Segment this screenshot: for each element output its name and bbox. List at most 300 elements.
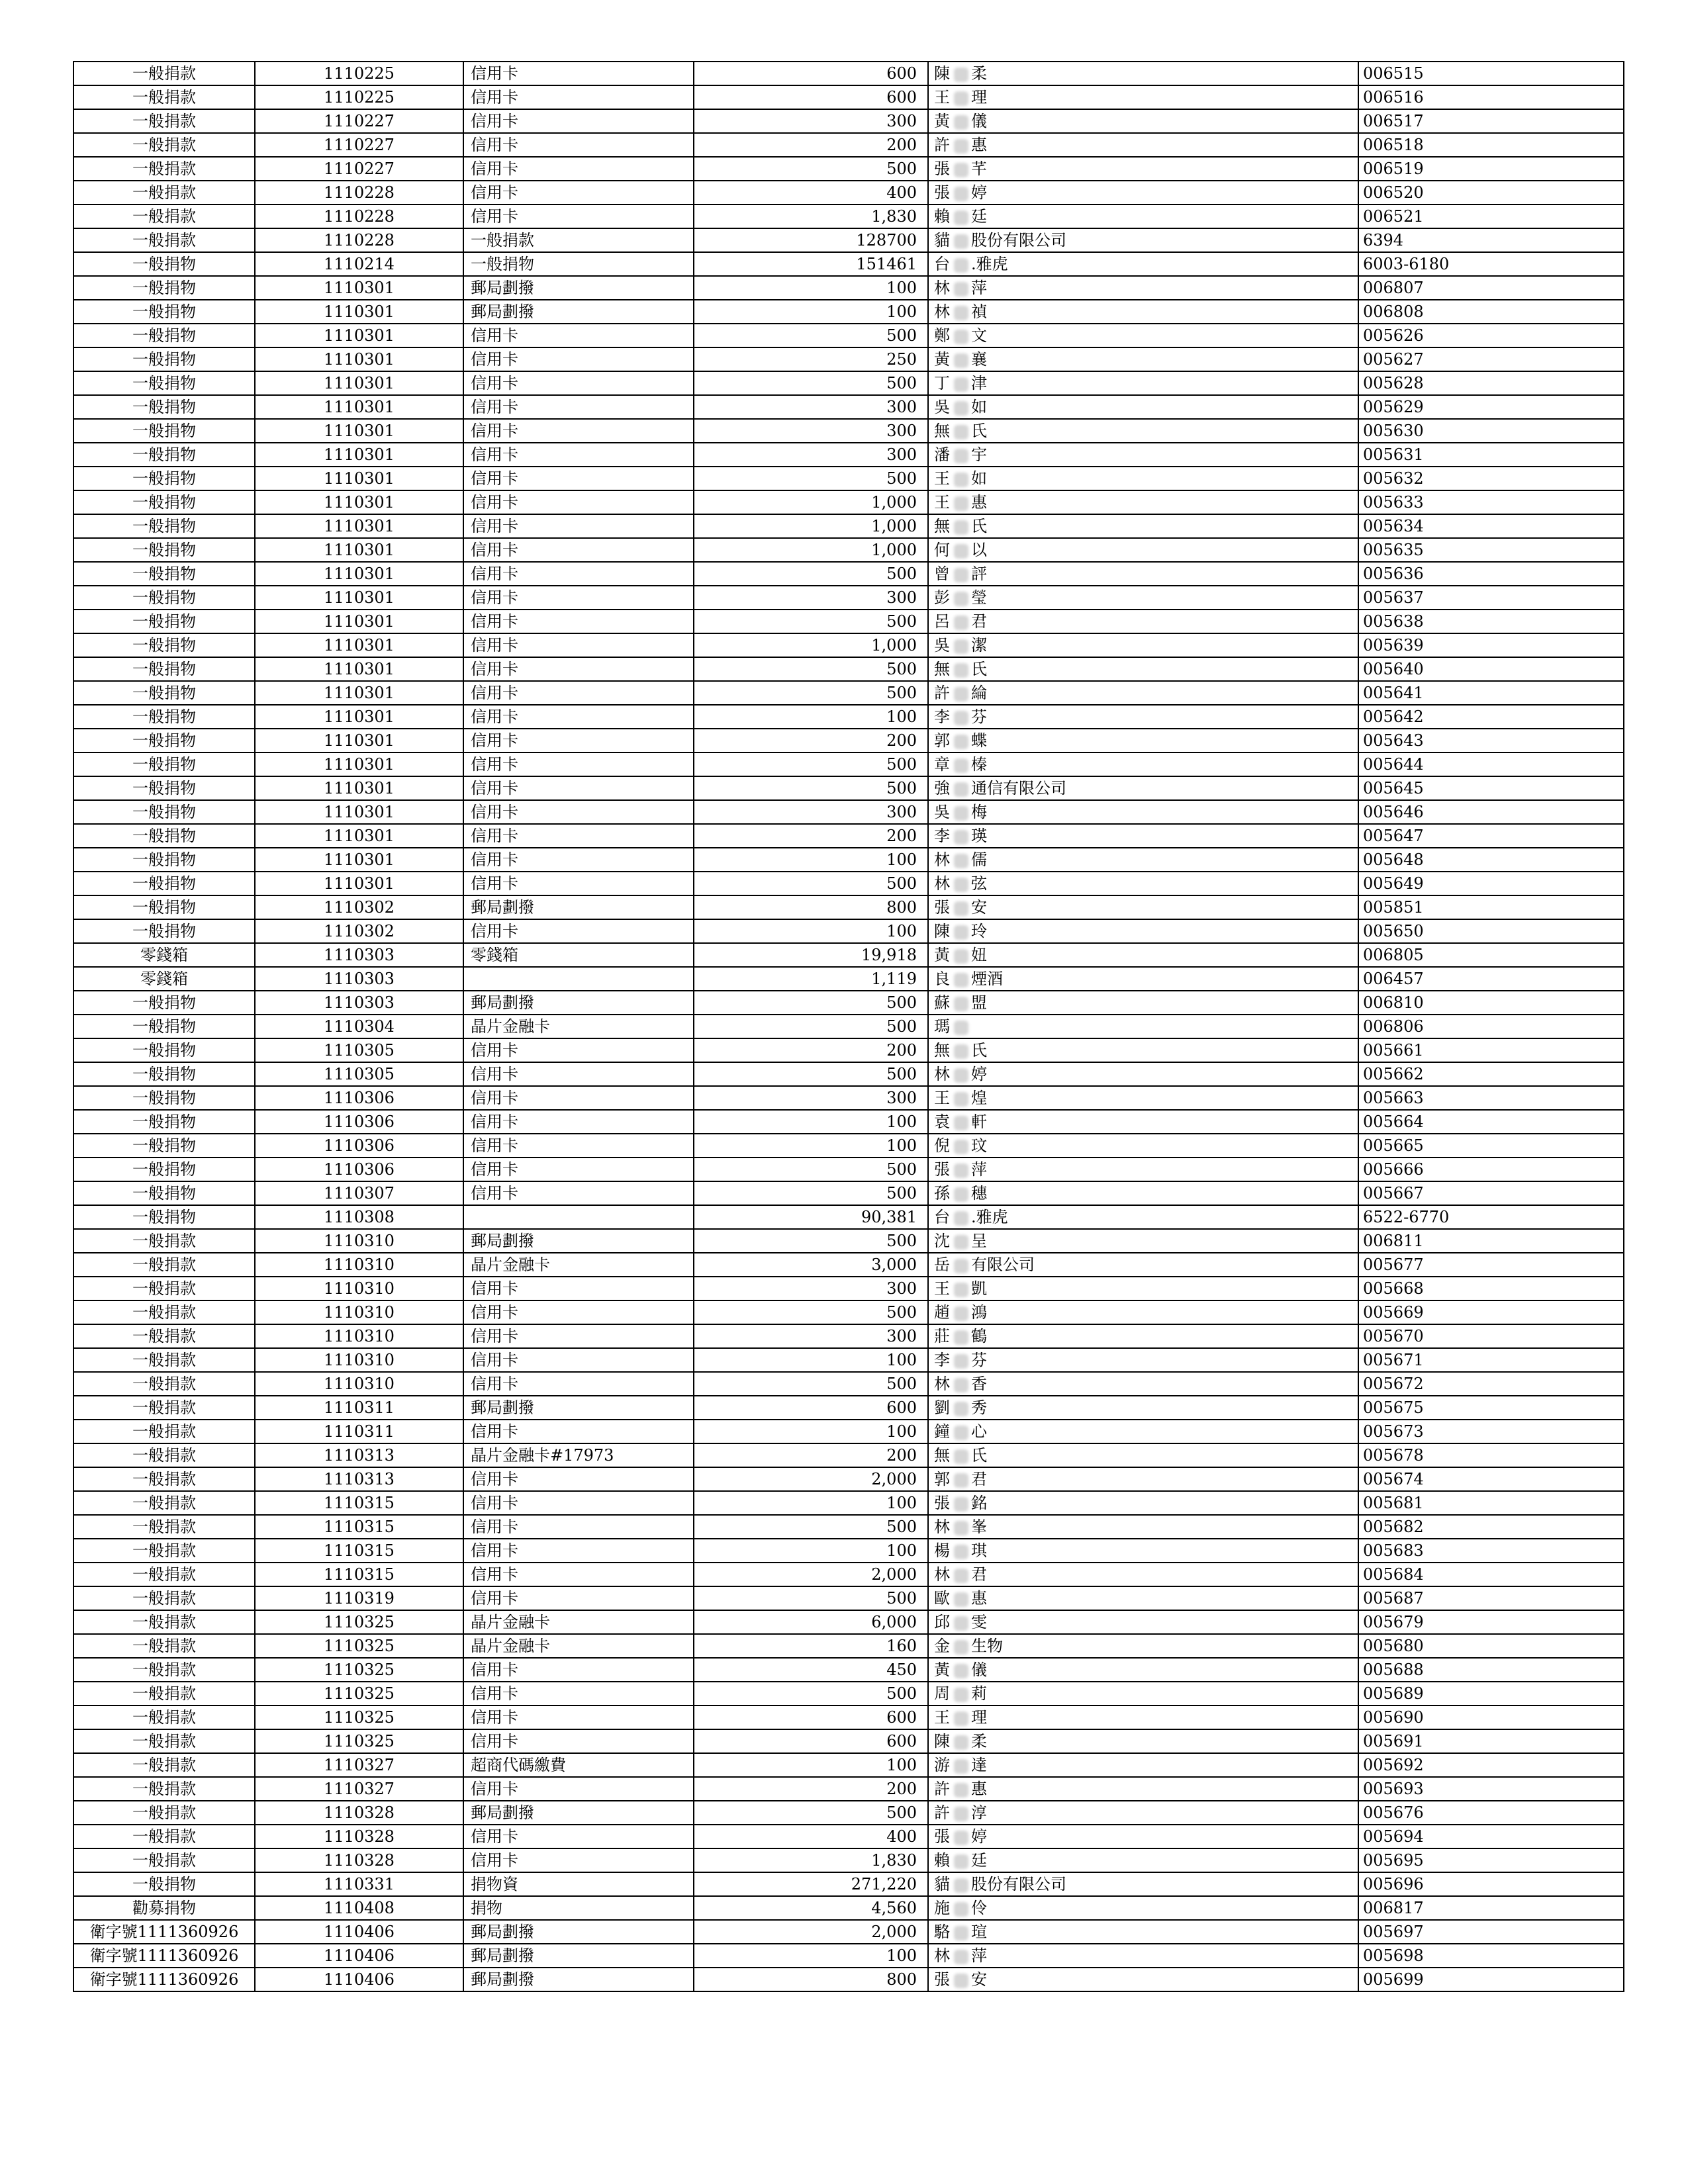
table-row bbox=[73, 1896, 1624, 1920]
receipt-number-cell: 005694 bbox=[1358, 1825, 1624, 1848]
table-row bbox=[73, 1229, 1624, 1253]
donor-name-cell bbox=[928, 895, 1358, 919]
date-cell: 1110301 bbox=[255, 538, 463, 562]
redaction-blur bbox=[954, 568, 968, 582]
redaction-blur bbox=[954, 711, 968, 725]
donor-name-rest: 穗 bbox=[971, 1184, 987, 1203]
redaction-blur bbox=[954, 1402, 968, 1416]
category-cell: 一般捐款 bbox=[73, 1253, 255, 1277]
donor-name-first: 吳 bbox=[934, 803, 950, 821]
category-cell: 一般捐物 bbox=[73, 276, 255, 300]
date-cell: 1110306 bbox=[255, 1158, 463, 1181]
table-row bbox=[73, 1324, 1624, 1348]
redaction-blur bbox=[954, 1688, 968, 1702]
amount-cell: 100 bbox=[694, 1491, 928, 1515]
receipt-number-cell: 005666 bbox=[1358, 1158, 1624, 1181]
receipt-number-cell: 005692 bbox=[1358, 1753, 1624, 1777]
donor-name-rest: 廷 bbox=[971, 207, 987, 226]
donor-name-first: 施 bbox=[934, 1899, 950, 1917]
date-cell: 1110313 bbox=[255, 1443, 463, 1467]
table-row bbox=[73, 1658, 1624, 1682]
donor-name-cell bbox=[928, 1801, 1358, 1825]
receipt-number-cell: 005672 bbox=[1358, 1372, 1624, 1396]
redaction-blur bbox=[954, 1974, 968, 1988]
table-row bbox=[73, 1443, 1624, 1467]
method-cell: 信用卡 bbox=[463, 848, 694, 872]
category-cell: 一般捐物 bbox=[73, 681, 255, 705]
receipt-number-cell: 005681 bbox=[1358, 1491, 1624, 1515]
table-row bbox=[73, 1110, 1624, 1134]
donor-name-first: 趙 bbox=[934, 1303, 950, 1322]
method-cell: 信用卡 bbox=[463, 1134, 694, 1158]
amount-cell: 1,000 bbox=[694, 538, 928, 562]
date-cell: 1110306 bbox=[255, 1134, 463, 1158]
table-row bbox=[73, 729, 1624, 752]
donor-name-first: 良 bbox=[934, 970, 950, 988]
donor-name-rest: 君 bbox=[971, 1565, 987, 1584]
receipt-number-cell: 005643 bbox=[1358, 729, 1624, 752]
amount-cell: 500 bbox=[694, 1682, 928, 1706]
table-row bbox=[73, 347, 1624, 371]
category-cell: 一般捐物 bbox=[73, 419, 255, 443]
amount-cell: 500 bbox=[694, 371, 928, 395]
category-cell: 一般捐物 bbox=[73, 919, 255, 943]
category-cell: 一般捐款 bbox=[73, 62, 255, 85]
method-cell: 信用卡 bbox=[463, 919, 694, 943]
donor-name-rest: 萍 bbox=[971, 279, 987, 297]
receipt-number-cell: 6522-6770 bbox=[1358, 1205, 1624, 1229]
table-row bbox=[73, 228, 1624, 252]
donor-name-cell bbox=[928, 1086, 1358, 1110]
donor-name-cell bbox=[928, 848, 1358, 872]
method-cell: 信用卡 bbox=[463, 1515, 694, 1539]
donor-name-cell bbox=[928, 1158, 1358, 1181]
donor-name-rest: 瑛 bbox=[971, 827, 987, 845]
receipt-number-cell: 006808 bbox=[1358, 300, 1624, 324]
table-row bbox=[73, 633, 1624, 657]
method-cell: 郵局劃撥 bbox=[463, 300, 694, 324]
redaction-blur bbox=[954, 1640, 968, 1655]
donor-name-cell bbox=[928, 1062, 1358, 1086]
redaction-blur bbox=[954, 878, 968, 892]
amount-cell: 300 bbox=[694, 586, 928, 610]
method-cell: 晶片金融卡 bbox=[463, 1253, 694, 1277]
donor-name-cell bbox=[928, 1610, 1358, 1634]
table-row bbox=[73, 1300, 1624, 1324]
redaction-blur bbox=[954, 949, 968, 964]
redaction-blur bbox=[954, 782, 968, 797]
amount-cell: 600 bbox=[694, 62, 928, 85]
donor-name-rest: 惠 bbox=[971, 136, 987, 154]
method-cell: 信用卡 bbox=[463, 1729, 694, 1753]
donor-name-cell bbox=[928, 62, 1358, 85]
donor-name-rest: 蝶 bbox=[971, 731, 987, 750]
date-cell: 1110306 bbox=[255, 1110, 463, 1134]
table-row bbox=[73, 419, 1624, 443]
amount-cell: 4,560 bbox=[694, 1896, 928, 1920]
date-cell: 1110310 bbox=[255, 1348, 463, 1372]
date-cell: 1110306 bbox=[255, 1086, 463, 1110]
table-row bbox=[73, 872, 1624, 895]
donor-name-cell bbox=[928, 228, 1358, 252]
table-row bbox=[73, 657, 1624, 681]
method-cell: 信用卡 bbox=[463, 729, 694, 752]
category-cell: 一般捐款 bbox=[73, 1634, 255, 1658]
method-cell: 郵局劃撥 bbox=[463, 991, 694, 1015]
category-cell: 一般捐款 bbox=[73, 1300, 255, 1324]
donor-name-cell bbox=[928, 1706, 1358, 1729]
donor-name-rest: 莉 bbox=[971, 1684, 987, 1703]
donor-name-cell bbox=[928, 1753, 1358, 1777]
method-cell: 信用卡 bbox=[463, 681, 694, 705]
redaction-blur bbox=[954, 1783, 968, 1797]
donor-name-cell bbox=[928, 1396, 1358, 1420]
redaction-blur bbox=[954, 1569, 968, 1583]
date-cell: 1110301 bbox=[255, 371, 463, 395]
date-cell: 1110325 bbox=[255, 1729, 463, 1753]
table-row bbox=[73, 85, 1624, 109]
table-row bbox=[73, 1825, 1624, 1848]
donor-name-cell bbox=[928, 1563, 1358, 1586]
donor-name-rest: 琪 bbox=[971, 1541, 987, 1560]
donor-name-cell bbox=[928, 538, 1358, 562]
receipt-number-cell: 005690 bbox=[1358, 1706, 1624, 1729]
category-cell: 一般捐款 bbox=[73, 1753, 255, 1777]
category-cell: 一般捐物 bbox=[73, 300, 255, 324]
date-cell: 1110305 bbox=[255, 1062, 463, 1086]
amount-cell: 1,830 bbox=[694, 205, 928, 228]
donor-name-rest: 煙酒 bbox=[971, 970, 1003, 988]
donor-name-first: 曾 bbox=[934, 565, 950, 583]
redaction-blur bbox=[954, 1021, 968, 1035]
donor-name-first: 鐘 bbox=[934, 1422, 950, 1441]
method-cell: 信用卡 bbox=[463, 395, 694, 419]
donor-name-first: 林 bbox=[934, 874, 950, 893]
donor-name-rest: 婷 bbox=[971, 1065, 987, 1083]
receipt-number-cell: 005629 bbox=[1358, 395, 1624, 419]
amount-cell: 200 bbox=[694, 133, 928, 157]
redaction-blur bbox=[954, 1163, 968, 1178]
donor-name-rest: 通信有限公司 bbox=[971, 779, 1066, 797]
donor-name-rest: 瑩 bbox=[971, 588, 987, 607]
donor-name-cell bbox=[928, 991, 1358, 1015]
donor-name-rest: 銘 bbox=[971, 1494, 987, 1512]
date-cell: 1110331 bbox=[255, 1872, 463, 1896]
category-cell: 一般捐物 bbox=[73, 586, 255, 610]
table-row bbox=[73, 1134, 1624, 1158]
amount-cell: 100 bbox=[694, 1420, 928, 1443]
amount-cell: 160 bbox=[694, 1634, 928, 1658]
date-cell: 1110406 bbox=[255, 1968, 463, 1991]
amount-cell: 300 bbox=[694, 109, 928, 133]
redaction-blur bbox=[954, 377, 968, 392]
donor-name-cell bbox=[928, 1015, 1358, 1038]
donor-name-first: 貓 bbox=[934, 231, 950, 250]
method-cell: 信用卡 bbox=[463, 324, 694, 347]
receipt-number-cell: 005631 bbox=[1358, 443, 1624, 467]
donor-name-first: 潘 bbox=[934, 445, 950, 464]
amount-cell: 300 bbox=[694, 1277, 928, 1300]
donor-name-rest: 氏 bbox=[971, 422, 987, 440]
category-cell: 零錢箱 bbox=[73, 943, 255, 967]
date-cell: 1110315 bbox=[255, 1563, 463, 1586]
category-cell: 一般捐物 bbox=[73, 490, 255, 514]
method-cell: 信用卡 bbox=[463, 1181, 694, 1205]
donor-name-first: 王 bbox=[934, 469, 950, 488]
redaction-blur bbox=[954, 973, 968, 987]
category-cell: 一般捐款 bbox=[73, 1777, 255, 1801]
date-cell: 1110315 bbox=[255, 1515, 463, 1539]
amount-cell: 300 bbox=[694, 1086, 928, 1110]
category-cell: 一般捐款 bbox=[73, 85, 255, 109]
table-row bbox=[73, 1515, 1624, 1539]
category-cell: 一般捐款 bbox=[73, 1491, 255, 1515]
category-cell: 一般捐物 bbox=[73, 872, 255, 895]
redaction-blur bbox=[954, 1259, 968, 1273]
table-row bbox=[73, 1610, 1624, 1634]
method-cell: 信用卡 bbox=[463, 1706, 694, 1729]
redaction-blur bbox=[954, 1044, 968, 1059]
table-row bbox=[73, 133, 1624, 157]
receipt-number-cell: 005687 bbox=[1358, 1586, 1624, 1610]
donor-name-rest: 氏 bbox=[971, 1446, 987, 1465]
amount-cell: 500 bbox=[694, 610, 928, 633]
method-cell: 信用卡 bbox=[463, 872, 694, 895]
donor-name-first: 林 bbox=[934, 1946, 950, 1965]
amount-cell: 800 bbox=[694, 1968, 928, 1991]
donor-name-first: 黃 bbox=[934, 946, 950, 964]
amount-cell: 500 bbox=[694, 1801, 928, 1825]
donor-name-first: 強 bbox=[934, 779, 950, 797]
donor-name-first: 貓 bbox=[934, 1875, 950, 1893]
donor-name-cell bbox=[928, 157, 1358, 181]
redaction-blur bbox=[954, 1235, 968, 1250]
category-cell: 一般捐款 bbox=[73, 157, 255, 181]
donor-name-first: 黃 bbox=[934, 1661, 950, 1679]
donor-name-first: 張 bbox=[934, 1160, 950, 1179]
donor-name-rest: 宇 bbox=[971, 445, 987, 464]
redaction-blur bbox=[954, 663, 968, 678]
donor-name-rest: 盟 bbox=[971, 993, 987, 1012]
category-cell: 一般捐款 bbox=[73, 1848, 255, 1872]
donor-name-rest: 香 bbox=[971, 1375, 987, 1393]
date-cell: 1110325 bbox=[255, 1682, 463, 1706]
amount-cell: 100 bbox=[694, 1753, 928, 1777]
method-cell: 信用卡 bbox=[463, 1348, 694, 1372]
donor-name-rest: 軒 bbox=[971, 1113, 987, 1131]
category-cell: 一般捐物 bbox=[73, 1062, 255, 1086]
date-cell: 1110311 bbox=[255, 1420, 463, 1443]
donor-name-cell bbox=[928, 872, 1358, 895]
donor-name-cell bbox=[928, 443, 1358, 467]
date-cell: 1110303 bbox=[255, 943, 463, 967]
donor-name-rest: 凱 bbox=[971, 1279, 987, 1298]
donor-name-rest: 呈 bbox=[971, 1232, 987, 1250]
redaction-blur bbox=[954, 830, 968, 844]
donor-name-first: 台 bbox=[934, 1208, 950, 1226]
redaction-blur bbox=[954, 520, 968, 535]
method-cell: 信用卡 bbox=[463, 371, 694, 395]
method-cell: 一般捐物 bbox=[463, 252, 694, 276]
amount-cell: 100 bbox=[694, 276, 928, 300]
receipt-number-cell: 005680 bbox=[1358, 1634, 1624, 1658]
amount-cell: 100 bbox=[694, 705, 928, 729]
method-cell: 信用卡 bbox=[463, 1038, 694, 1062]
donor-name-cell bbox=[928, 1205, 1358, 1229]
donor-name-first: 張 bbox=[934, 898, 950, 917]
donor-name-first: 蘇 bbox=[934, 993, 950, 1012]
date-cell: 1110408 bbox=[255, 1896, 463, 1920]
redaction-blur bbox=[954, 496, 968, 511]
donor-name-first: 許 bbox=[934, 1803, 950, 1822]
category-cell: 衛字號1111360926 bbox=[73, 1920, 255, 1944]
amount-cell: 200 bbox=[694, 1038, 928, 1062]
amount-cell: 300 bbox=[694, 800, 928, 824]
category-cell: 一般捐物 bbox=[73, 633, 255, 657]
date-cell: 1110311 bbox=[255, 1396, 463, 1420]
method-cell: 信用卡 bbox=[463, 586, 694, 610]
method-cell: 信用卡 bbox=[463, 1277, 694, 1300]
method-cell: 晶片金融卡 bbox=[463, 1015, 694, 1038]
method-cell: 信用卡 bbox=[463, 1467, 694, 1491]
donor-name-rest: .雅虎 bbox=[971, 1208, 1008, 1226]
amount-cell: 500 bbox=[694, 991, 928, 1015]
donor-name-rest: 如 bbox=[971, 469, 987, 488]
redaction-blur bbox=[954, 1187, 968, 1202]
donor-name-rest: 儀 bbox=[971, 1661, 987, 1679]
category-cell: 一般捐物 bbox=[73, 1134, 255, 1158]
donor-name-rest: 達 bbox=[971, 1756, 987, 1774]
redaction-blur bbox=[954, 1831, 968, 1845]
table-row bbox=[73, 848, 1624, 872]
redaction-blur bbox=[954, 1211, 968, 1226]
date-cell: 1110304 bbox=[255, 1015, 463, 1038]
amount-cell: 100 bbox=[694, 848, 928, 872]
date-cell: 1110225 bbox=[255, 85, 463, 109]
amount-cell: 300 bbox=[694, 419, 928, 443]
category-cell: 一般捐物 bbox=[73, 752, 255, 776]
donor-name-cell bbox=[928, 1944, 1358, 1968]
receipt-number-cell: 005678 bbox=[1358, 1443, 1624, 1467]
donor-name-rest: 惠 bbox=[971, 1780, 987, 1798]
ledger-body bbox=[73, 62, 1624, 1991]
method-cell: 信用卡 bbox=[463, 1825, 694, 1848]
table-row bbox=[73, 776, 1624, 800]
table-row bbox=[73, 919, 1624, 943]
receipt-number-cell: 005697 bbox=[1358, 1920, 1624, 1944]
method-cell: 信用卡 bbox=[463, 1158, 694, 1181]
amount-cell: 600 bbox=[694, 85, 928, 109]
date-cell: 1110301 bbox=[255, 562, 463, 586]
receipt-number-cell: 005641 bbox=[1358, 681, 1624, 705]
receipt-number-cell: 005637 bbox=[1358, 586, 1624, 610]
donor-name-first: 賴 bbox=[934, 1851, 950, 1870]
category-cell: 一般捐款 bbox=[73, 1825, 255, 1848]
donor-name-rest: 惠 bbox=[971, 1589, 987, 1608]
table-row bbox=[73, 1968, 1624, 1991]
donor-name-rest: .雅虎 bbox=[971, 255, 1008, 273]
donor-name-first: 王 bbox=[934, 1708, 950, 1727]
category-cell: 一般捐款 bbox=[73, 181, 255, 205]
date-cell: 1110406 bbox=[255, 1944, 463, 1968]
donor-name-cell bbox=[928, 1515, 1358, 1539]
table-row bbox=[73, 490, 1624, 514]
table-row bbox=[73, 181, 1624, 205]
receipt-number-cell: 005851 bbox=[1358, 895, 1624, 919]
category-cell: 一般捐款 bbox=[73, 1277, 255, 1300]
donor-name-cell bbox=[928, 467, 1358, 490]
category-cell: 一般捐款 bbox=[73, 1324, 255, 1348]
donor-name-cell bbox=[928, 1420, 1358, 1443]
method-cell: 晶片金融卡 bbox=[463, 1634, 694, 1658]
category-cell: 一般捐物 bbox=[73, 514, 255, 538]
amount-cell: 500 bbox=[694, 872, 928, 895]
donor-name-rest: 股份有限公司 bbox=[971, 1875, 1066, 1893]
table-row bbox=[73, 109, 1624, 133]
donor-name-rest: 理 bbox=[971, 1708, 987, 1727]
donor-name-cell bbox=[928, 1968, 1358, 1991]
amount-cell: 300 bbox=[694, 443, 928, 467]
receipt-number-cell: 005683 bbox=[1358, 1539, 1624, 1563]
donor-name-first: 無 bbox=[934, 1041, 950, 1060]
amount-cell: 100 bbox=[694, 1944, 928, 1968]
redaction-blur bbox=[954, 615, 968, 630]
donor-name-first: 張 bbox=[934, 1827, 950, 1846]
redaction-blur bbox=[954, 806, 968, 821]
amount-cell: 1,119 bbox=[694, 967, 928, 991]
date-cell: 1110227 bbox=[255, 133, 463, 157]
donor-name-rest: 鶴 bbox=[971, 1327, 987, 1345]
receipt-number-cell: 005677 bbox=[1358, 1253, 1624, 1277]
receipt-number-cell: 6003-6180 bbox=[1358, 252, 1624, 276]
receipt-number-cell: 005661 bbox=[1358, 1038, 1624, 1062]
donor-name-first: 沈 bbox=[934, 1232, 950, 1250]
donor-name-cell bbox=[928, 1443, 1358, 1467]
donor-name-cell bbox=[928, 1467, 1358, 1491]
date-cell: 1110305 bbox=[255, 1038, 463, 1062]
receipt-number-cell: 005698 bbox=[1358, 1944, 1624, 1968]
method-cell: 信用卡 bbox=[463, 538, 694, 562]
receipt-number-cell: 005674 bbox=[1358, 1467, 1624, 1491]
donor-name-cell bbox=[928, 1277, 1358, 1300]
table-row bbox=[73, 1944, 1624, 1968]
donor-name-first: 王 bbox=[934, 88, 950, 107]
donor-name-cell bbox=[928, 1110, 1358, 1134]
category-cell: 一般捐物 bbox=[73, 657, 255, 681]
category-cell: 一般捐物 bbox=[73, 705, 255, 729]
date-cell: 1110319 bbox=[255, 1586, 463, 1610]
date-cell: 1110301 bbox=[255, 514, 463, 538]
donor-name-first: 邱 bbox=[934, 1613, 950, 1631]
donor-name-rest: 綸 bbox=[971, 684, 987, 702]
method-cell: 信用卡 bbox=[463, 133, 694, 157]
date-cell: 1110301 bbox=[255, 824, 463, 848]
date-cell: 1110406 bbox=[255, 1920, 463, 1944]
donor-name-cell bbox=[928, 252, 1358, 276]
method-cell: 郵局劃撥 bbox=[463, 1229, 694, 1253]
method-cell: 超商代碼繳費 bbox=[463, 1753, 694, 1777]
category-cell: 一般捐款 bbox=[73, 1729, 255, 1753]
category-cell: 一般捐物 bbox=[73, 395, 255, 419]
category-cell: 一般捐款 bbox=[73, 133, 255, 157]
redaction-blur bbox=[954, 735, 968, 749]
amount-cell: 500 bbox=[694, 562, 928, 586]
donor-name-first: 彭 bbox=[934, 588, 950, 607]
amount-cell: 500 bbox=[694, 1181, 928, 1205]
donor-name-first: 林 bbox=[934, 1565, 950, 1584]
redaction-blur bbox=[954, 163, 968, 177]
table-row bbox=[73, 824, 1624, 848]
